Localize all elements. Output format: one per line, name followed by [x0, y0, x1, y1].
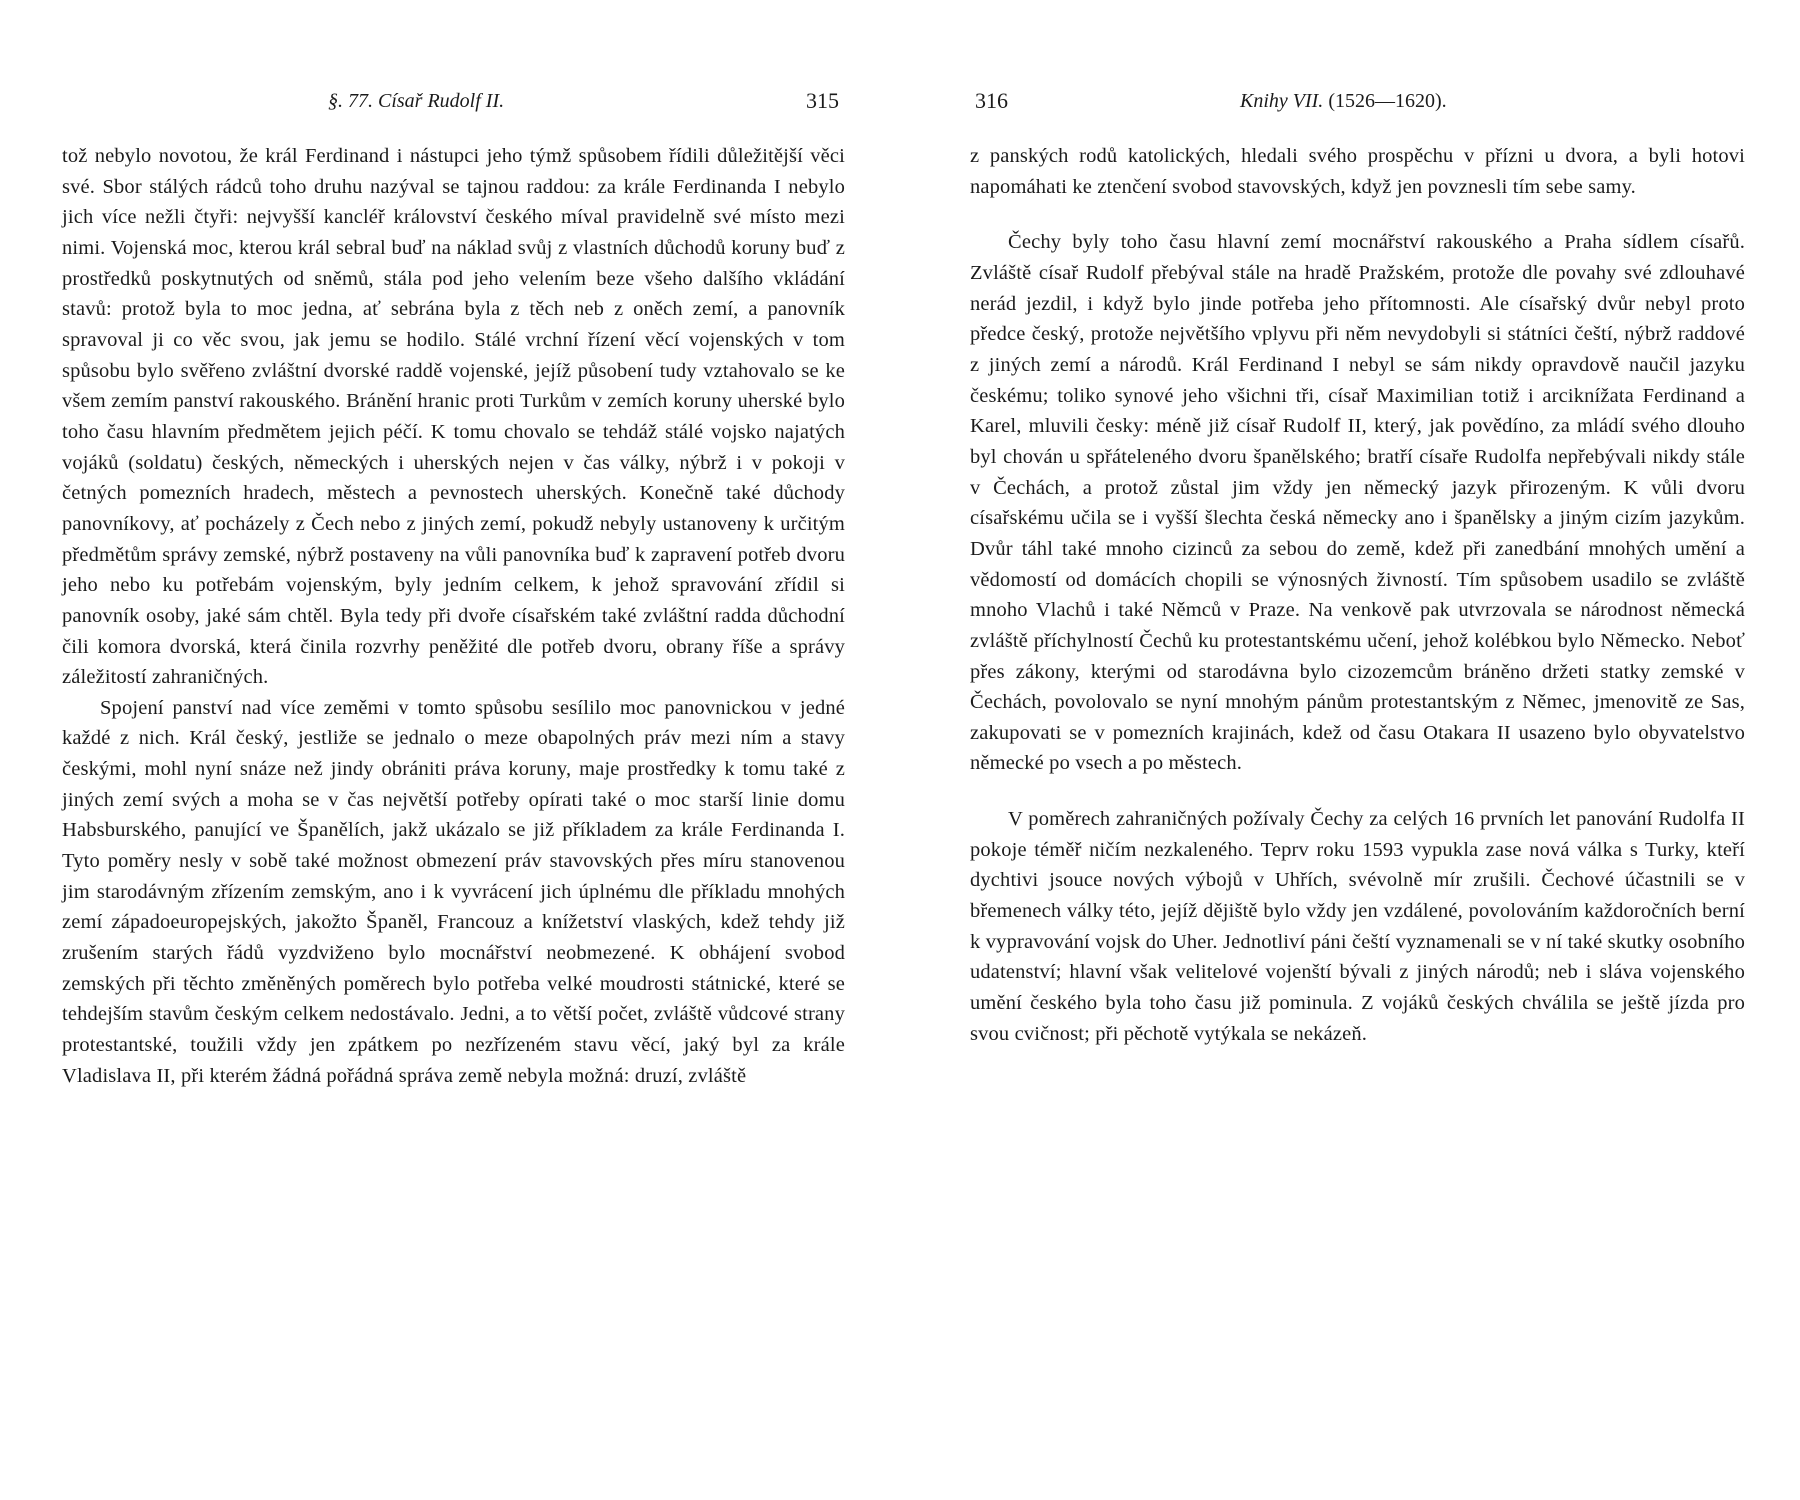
- right-running-head-title: Knihy VII.: [1240, 90, 1324, 112]
- right-running-head-dates: (1526—1620).: [1328, 90, 1447, 112]
- left-paragraph-2: Spojení panství nad více zeměmi v tomto spůsobu sesílilo moc panovnickou v jedné každé z nich. Král český, jestliže se jednalo o meze obapolných práv mezi ním a stavy českými, mohl nyní snáze než jindy obrániti práva koruny, maje prostředky k tomu také z jiných zemí svých a moha se v čas největší potřeby opírati také o moc starší linie domu Habsburského, panující ve Španělích, jakž ukázalo se již příkladem za krále Ferdinanda I. Tyto poměry nesly v sobě také možnost obmezení práv stavovských přes míru stanovenou jim starodávným zřízením zemským, ano i k vyvrácení jich úplnému dle příkladu mnohých zemí západoeuropejských, jakožto Španěl, Francouz a knížetství vlaských, kdež tehdy již zrušením starých řádů vyzdviženo bylo mocnářství neobmezené. K obhájení svobod zemských při těchto změněných poměrech bylo potřeba velké moudrosti státnické, které se tehdejším stavům českým celkem nedostávalo. Jedni, a to větší počet, zvláště vůdcové strany protestantské, toužili vždy jen zpátkem po nezřízeném stavu věcí, jaký byl za krále Vladislava II, při kterém žádná pořádná správa země nebyla možná: druzí, zvláště: [62, 696, 845, 1087]
- right-running-head: [1240, 88, 1447, 114]
- right-paragraph-1: z panských rodů katolických, hledali svého prospěchu v přízni u dvora, a byli hotovi napomáhati ke ztenčení svobod stavovských, když jen povznesli tím sebe samy.: [970, 145, 1745, 198]
- left-page-number: 315: [806, 88, 839, 113]
- left-running-head-title: §. 77. Císař Rudolf II.: [328, 90, 505, 112]
- right-page-number: 316: [975, 88, 1008, 113]
- left-paragraph-1: tož nebylo novotou, že král Ferdinand i nástupci jeho týmž spůsobem řídili důležitější věci své. Sbor stálých rádců toho druhu nazýval se tajnou raddou: za krále Ferdinanda I nebylo jich více nežli čtyři: nejvyšší kancléř království českého míval pravidelně své místo mezi nimi. Vojenská moc, kterou král sebral buď na náklad svůj z vlastních důchodů koruny buď z prostředků poskytnutých od sněmů, stála pod jeho velením beze všeho dalšího vkládání stavů: protož byla to moc jedna, ať sebrána byla z těch neb z oněch zemí, a panovník spravoval ji co věc svou, jak jemu se hodilo. Stálé vrchní řízení věcí vojenských v tom spůsobu bylo svěřeno zvláštní dvorské raddě vojenské, jejíž působení tudy vztahovalo se ke všem zemím panství rakouského. Bránění hranic proti Turkům v zemích koruny uherské bylo toho času hlavním předmětem jejich péčí. K tomu chovalo se tehdáž stálé vojsko najatých vojáků (soldatu) českých, německých i uherských nejen v čas války, nýbrž i v pokoji v četných pomezních hradech, městech a pevnostech uherských. Konečně také důchody panovníkovy, ať pocházely z Čech nebo z jiných zemí, pokudž nebyly ustanoveny k určitým předmětům správy zemské, nýbrž postaveny na vůli panovníka buď k zapravení potřeb dvoru jeho nebo ku potřebám vojenským, byly jedním celkem, k jehož spravování zřídil si panovník osoby, jaké sám chtěl. Byla tedy při dvoře císařském také zvláštní radda důchodní čili komora dvorská, která činila rozvrhy peněžité dle potřeb dvoru, obrany říše a správy záležitostí zahraničných.: [62, 145, 845, 689]
- right-page: [900, 0, 1800, 1500]
- right-paragraph-3: V poměrech zahraničných požívaly Čechy za celých 16 prvních let panování Rudolfa II pokoje téměř ničím nezkaleného. Teprv roku 1593 vypukla zase nová válka s Turky, kteří dychtivi jsouce nových výbojů v Uhřích, svévolně mír zrušili. Čechové účastnili se v břemenech války této, jejíž dějiště bylo vždy jen vzdálené, povolováním každoročních berní k vypravování vojsk do Uher. Jednotliví páni čeští vyznamenali se v ní také skutky osobního udatenství; hlavní však velitelové vojenští bývali z jiných národů; neb i sláva vojenského umění českého byla toho času již pominula. Z vojáků českých chválila se ještě jízda pro svou cvičnost; při pěchotě vytýkala se nekázeň.: [970, 808, 1745, 1045]
- left-text-column: [62, 141, 845, 1091]
- right-paragraph-2: Čechy byly toho času hlavní zemí mocnářství rakouského a Praha sídlem císařů. Zvláště císař Rudolf přebýval stále na hradě Pražském, protože dle povahy své zdlouhavé nerád jezdil, i když bylo jinde potřeba jeho přítomnosti. Ale císařský dvůr nebyl proto předce český, protože největšího vplyvu při něm nevydobyli si státníci čeští, nýbrž raddové z jiných zemí a národů. Král Ferdinand I nebyl se sám nikdy opravdově naučil jazyku českému; toliko synové jeho všichni tři, císař Maximilian totiž i arciknížata Ferdinand a Karel, mluvili česky: méně již císař Rudolf II, který, jak povědíno, za mládí svého dlouho byl chován u spřáteleného dvoru španělského; bratří císaře Rudolfa nepřebývali nikdy stále v Čechách, a protož zůstal jim vždy jen německý jazyk přirozeným. K vůli dvoru císařskému učila se i vyšší šlechta česká německy ano i španělsky a jiným cizím jazykům. Dvůr táhl také mnoho cizinců za sebou do země, kdež při zanedbání mnohých umění a vědomostí od domácích chopili se výnosných živností. Tím spůsobem usadilo se zvláště mnoho Vlachů i také Němců v Praze. Na venkově pak utvrzovala se národnost německá zvláště příchylností Čechů ku protestantskému učení, jehož kolébkou bylo Německo. Neboť přes zákony, kterými od starodávna bylo cizozemcům bráněno držeti statky zemské v Čechách, povolovalo se nyní mnohým pánům protestantským z Němec, jmenovitě ze Sas, zakupovati se v pomezních krajinách, kdež od času Otakara II usazeno bylo obyvatelstvo německé po vsech a po městech.: [970, 231, 1745, 775]
- right-text-column: [970, 141, 1745, 1049]
